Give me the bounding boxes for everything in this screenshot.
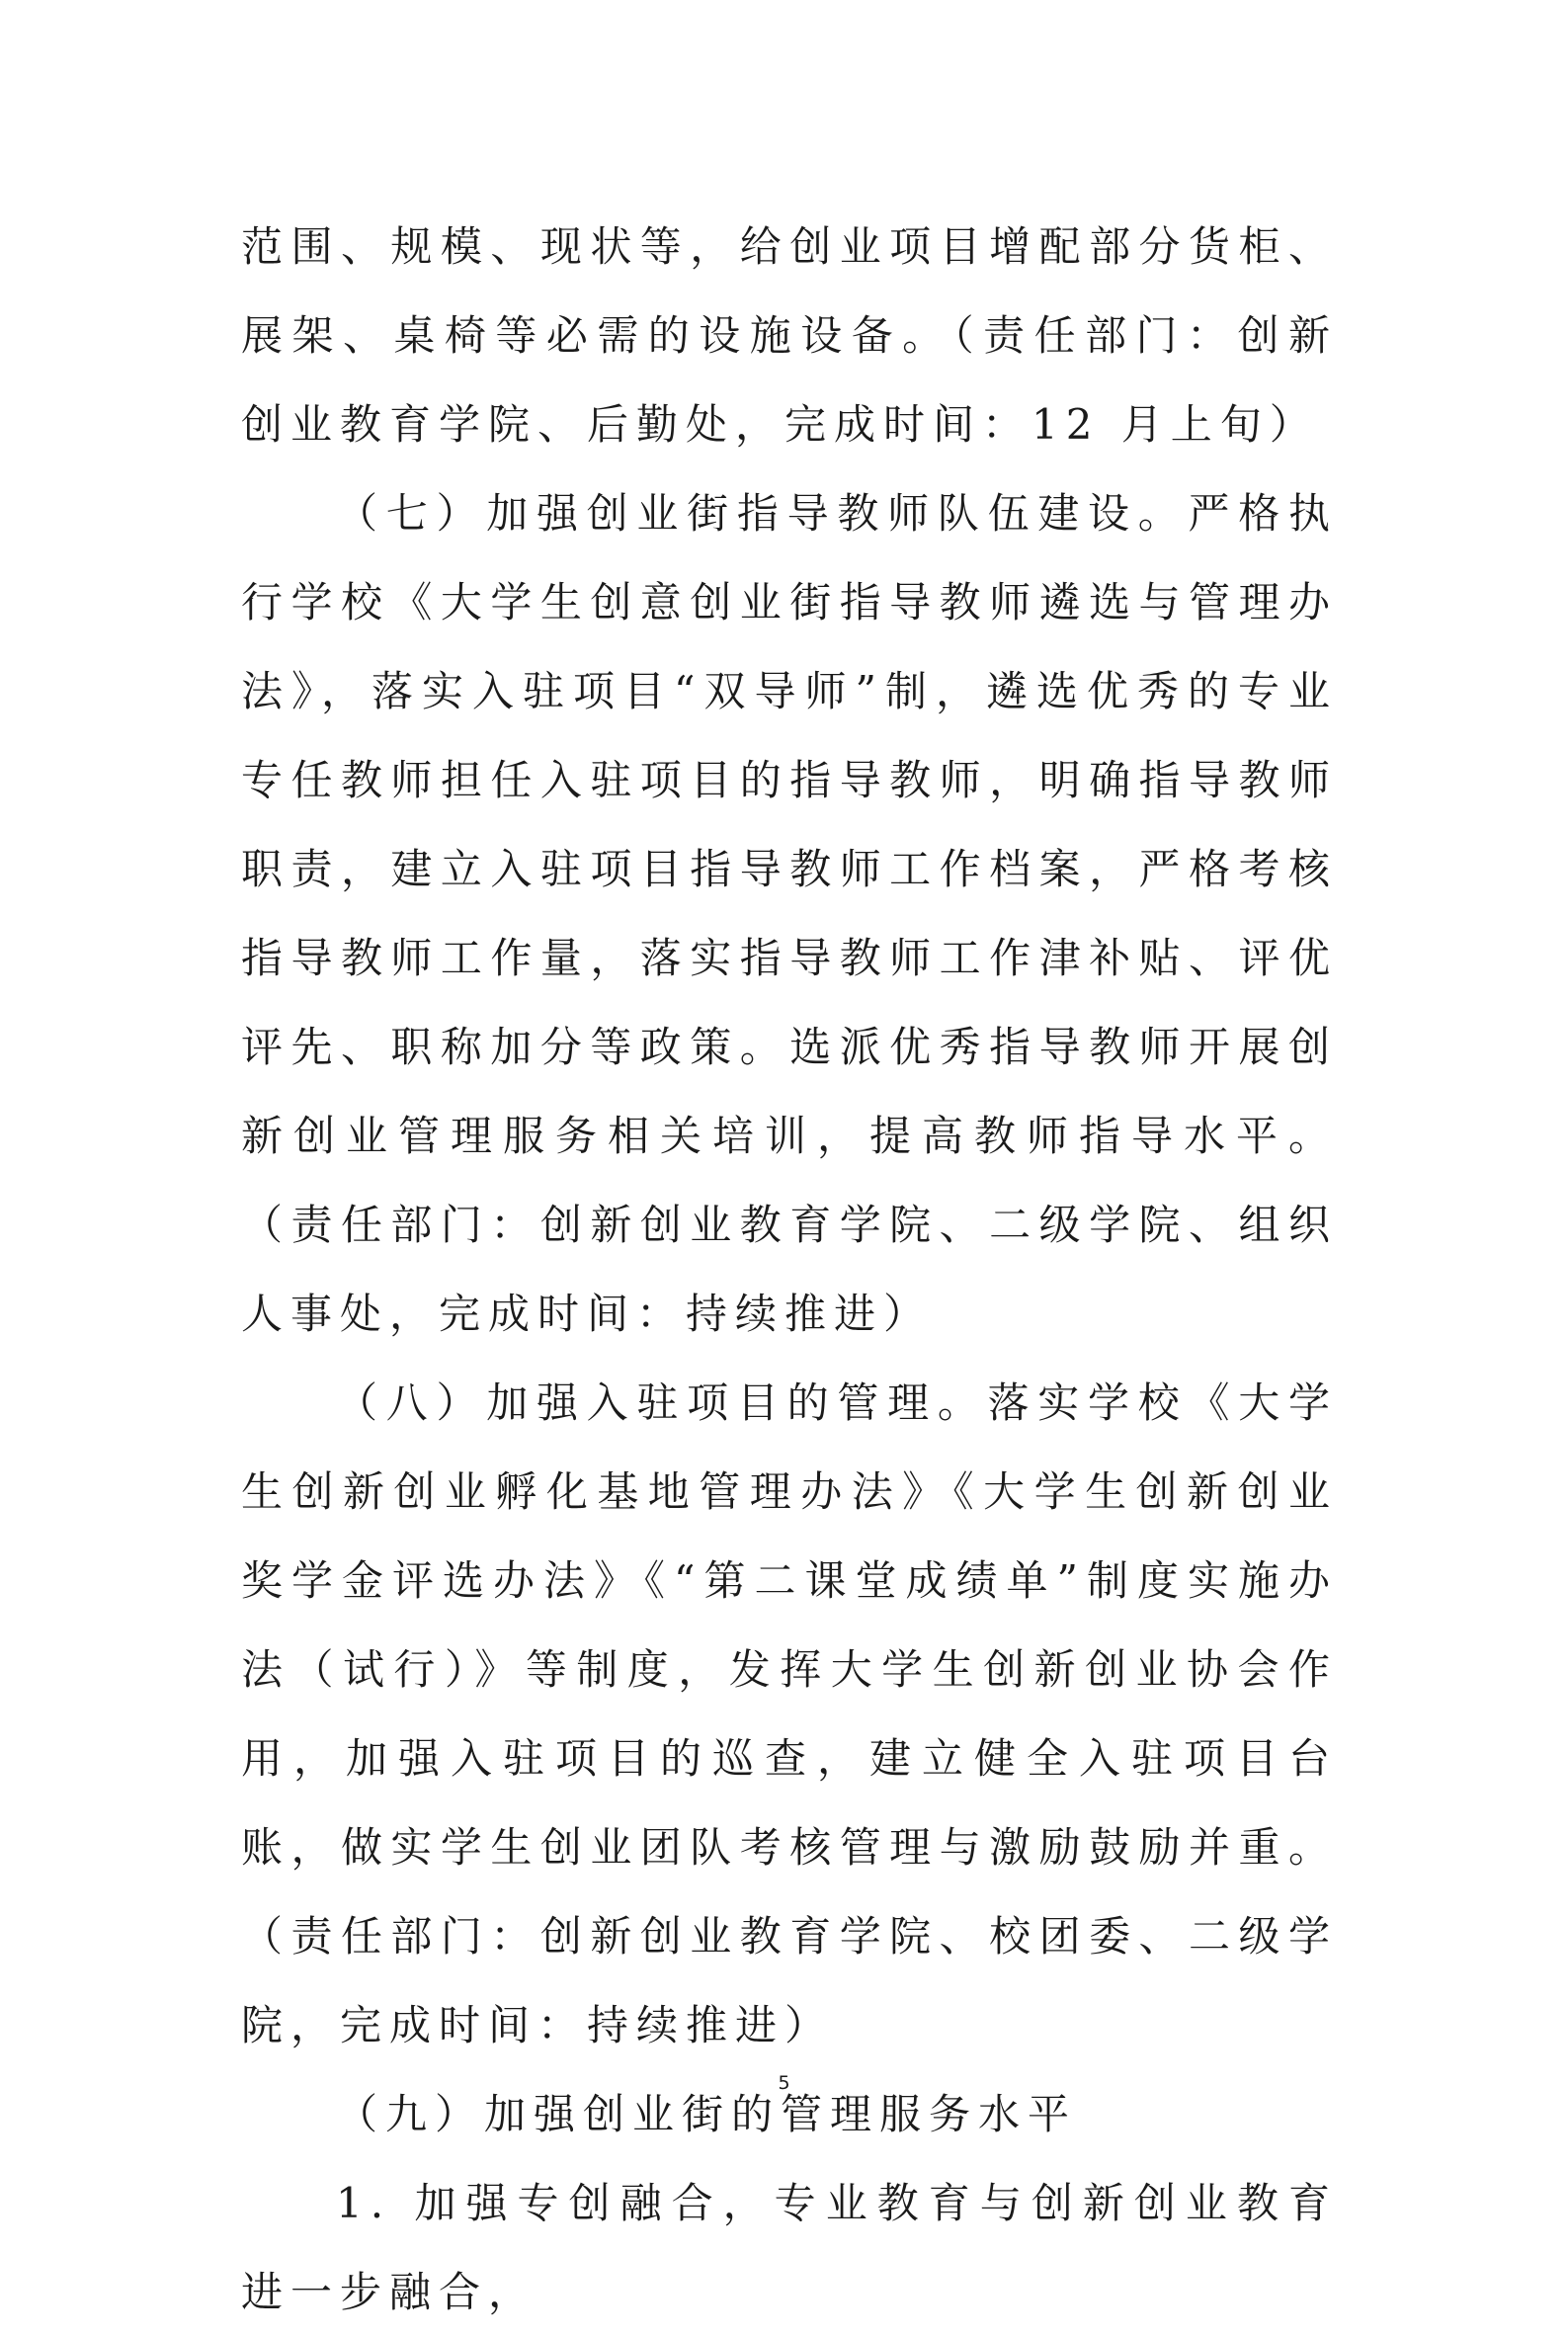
page-number: 5 <box>778 2072 790 2094</box>
heading-section-9: （九）加强创业街的管理服务水平 <box>336 2090 1078 2138</box>
paragraph-section-7: （七）加强创业街指导教师队伍建设。严格执行学校《大学生创意创业街指导教师遴选与管理办法》，落实入驻项目“双导师”制，遴选优秀的专业专任教师担任入驻项目的指导教师，明确指导教师职责，建立入驻项目指导教师工作档案，严格考核指导教师工作量，落实指导教师工作津补贴、评优评先、职称加分等政策。选派优秀指导教师开展创新创业管理服务相关培训，提高教师指导水平。（责任部门：创新创业教育学院、二级学院、组织人事处，完成时间：持续推进） <box>241 489 1338 1338</box>
paragraph-item-1: 1. 加强专创融合，专业教育与创新创业教育进一步融合， <box>241 2179 1338 2316</box>
body-text <box>241 203 1338 2337</box>
paragraph-continuation: 范围、规模、现状等，给创业项目增配部分货柜、展架、桌椅等必需的设施设备。（责任部门：创新创业教育学院、后勤处，完成时间：12 月上旬） <box>241 222 1338 449</box>
paragraph-section-8: （八）加强入驻项目的管理。落实学校《大学生创新创业孵化基地管理办法》《大学生创新创业奖学金评选办法》《“第二课堂成绩单”制度实施办法（试行）》等制度，发挥大学生创新创业协会作用，加强入驻项目的巡查，建立健全入驻项目台账，做实学生创业团队考核管理与激励鼓励并重。（责任部门：创新创业教育学院、校团委、二级学院，完成时间：持续推进） <box>241 1378 1338 2049</box>
